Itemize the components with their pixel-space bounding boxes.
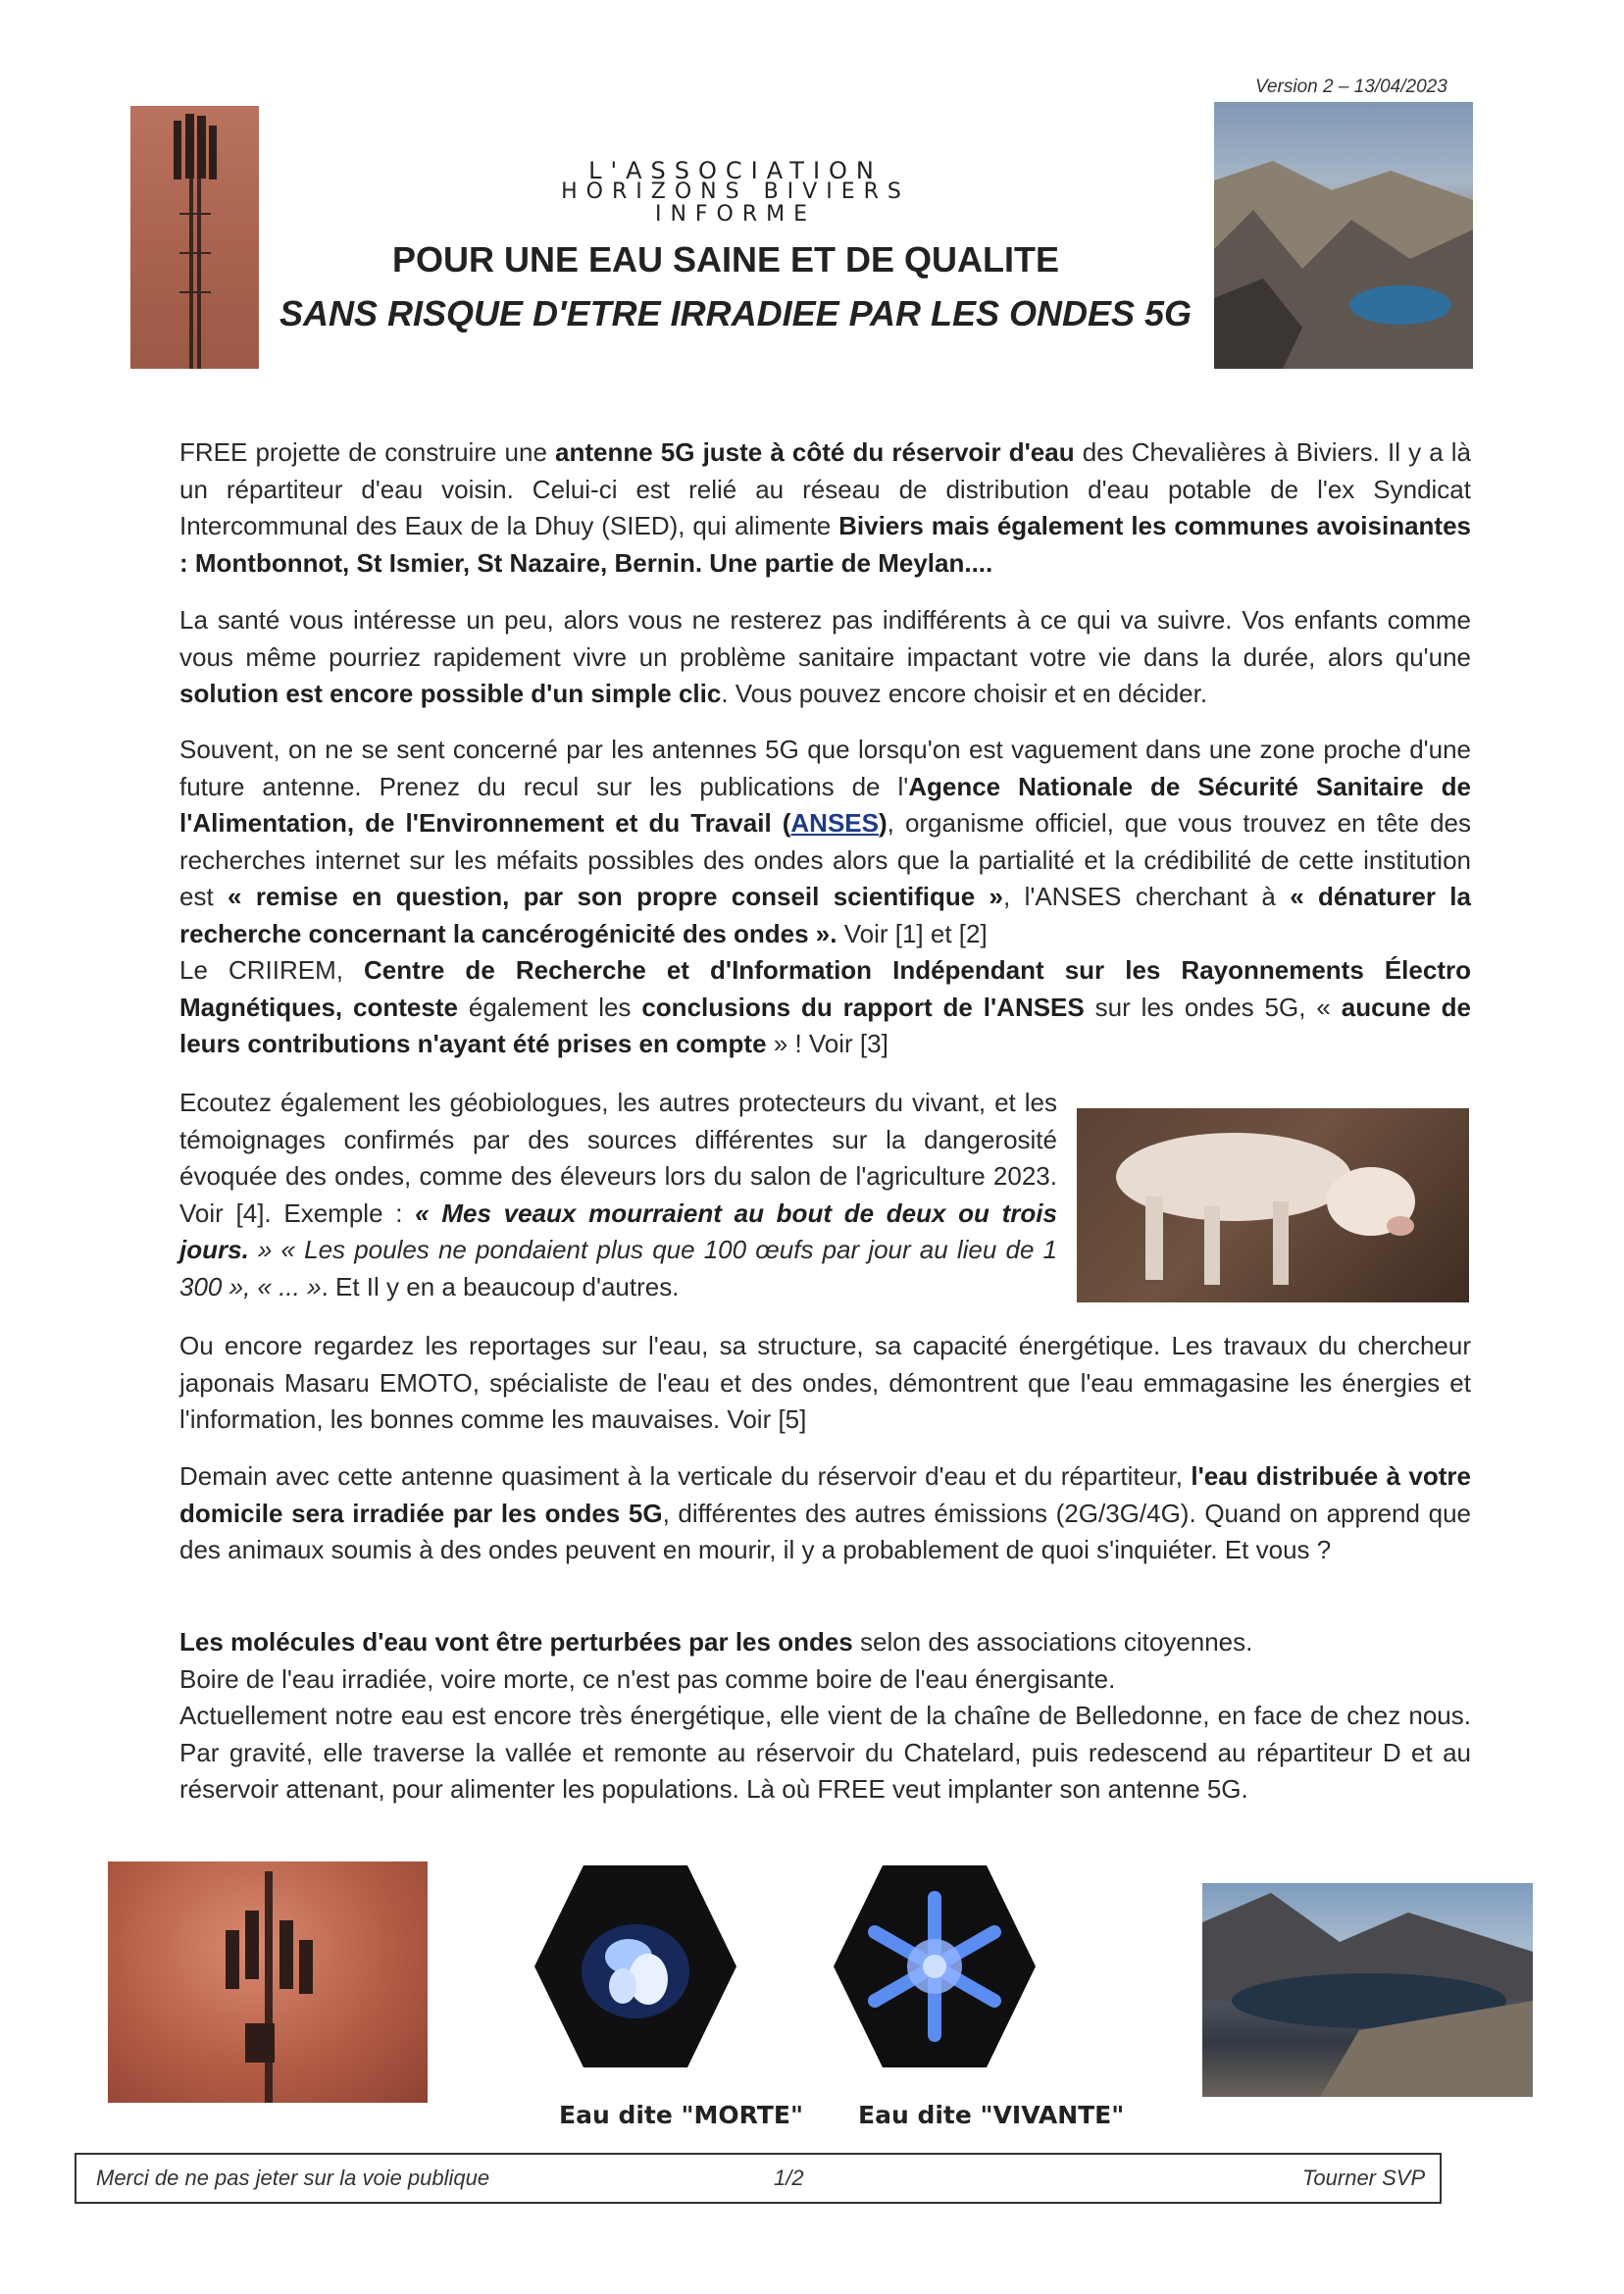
- antenna-photo-bottom: [108, 1861, 428, 2103]
- paragraph-water-molecules: Les molécules d'eau vont être perturbées par les ondes selon des associations citoyennes. Boire de l'eau irradiée, voire morte, ce n'est pas comme boire de l'eau énergisante. Actuellement notre eau est encore très énergétique, elle vient de la chaîne de Belledonne, en face de chez nous. Par gravité, elle traverse la vallée et remonte au réservoir du Chatelard, puis redescend au répartiteur D et au réservoir attenant, pour alimenter les populations. Là où FREE veut implanter son antenne 5G.: [179, 1627, 1471, 1804]
- living-water-crystal-image: [832, 1863, 1038, 2069]
- antenna-photo-top: [130, 106, 259, 369]
- calf-photo: [1077, 1108, 1469, 1302]
- page-title: POUR UNE EAU SAINE ET DE QUALITE: [391, 239, 1060, 280]
- dead-water-crystal-image: [533, 1863, 738, 2069]
- paragraph-intro: FREE projette de construire une antenne 5G juste à côté du réservoir d'eau des Chevalières à Biviers. Il y a là un répartiteur d'eau voisin. Celui-ci est relié au réseau de distribution d'eau potable de l'ex Syndicat Intercommunal des Eaux de la Dhuy (SIED), qui alimente Biviers mais également les communes avoisinantes : Montbonnot, St Ismier, St Nazaire, Bernin. Une partie de Meylan....: [179, 437, 1472, 578]
- association-name-line1: L'ASSOCIATION: [588, 157, 883, 184]
- paragraph-emoto: Ou encore regardez les reportages sur l'eau, sa structure, sa capacité énergétique. Les travaux du chercheur japonais Masaru EMOTO, spécialiste de l'eau et des ondes, démontrent que l'eau emmagasine les énergies et l'information, les bonnes comme les mauvaises. Voir [5]: [179, 1331, 1471, 1434]
- version-label: Version 2 – 13/04/2023: [1255, 76, 1447, 97]
- paragraph-testimonies: Ecoutez également les géobiologues, les autres protecteurs du vivant, et les témoignages confirmés par des sources différentes sur la dangerosité évoquée des ondes, comme des éleveurs lors du salon de l'agriculture 2023. Voir [4]. Exemple : « Mes veaux mourraient au bout de deux ou trois jours. » « Les poules ne pondaient plus que 100 œufs par jour au lieu de 1 300 », « ... ». Et Il y en a beaucoup d'autres.: [179, 1088, 1057, 1301]
- lake-photo-bottom: [1202, 1883, 1533, 2097]
- association-name-line2: HORIZONS BIVIERS: [561, 179, 910, 204]
- mountain-lake-photo-top: [1214, 102, 1473, 369]
- dead-water-caption: Eau dite "MORTE": [559, 2101, 803, 2129]
- association-name-line3: INFORME: [654, 202, 817, 227]
- footer-box: [75, 2153, 1442, 2204]
- page-number: 1/2: [774, 2166, 804, 2190]
- paragraph-irradiated-water: Demain avec cette antenne quasiment à la verticale du réservoir d'eau et du répartiteur, l'eau distribuée à votre domicile sera irradiée par les ondes 5G, différentes des autres émissions (2G/3G/4G). Quand on apprend que des animaux soumis à des ondes peuvent en mourir, il y a probablement de quoi s'inquiéter. Et vous ?: [179, 1461, 1471, 1564]
- anses-link[interactable]: ANSES: [790, 808, 879, 838]
- paragraph-health: La santé vous intéresse un peu, alors vous ne resterez pas indifférents à ce qui va suivre. Vos enfants comme vous même pourriez rapidement vivre un problème sanitaire impactant votre vie dans la durée, alors qu'une solution est encore possible d'un simple clic. Vous pouvez encore choisir et en décider.: [179, 605, 1471, 708]
- paragraph-anses: Souvent, on ne se sent concerné par les antennes 5G que lorsqu'on est vaguement dans une zone proche d'une future antenne. Prenez du recul sur les publications de l'Agence Nationale de Sécurité Sanitaire de l'Alimentation, de l'Environnement et du Travail (ANSES), organisme officiel, que vous trouvez en tête des recherches internet sur les méfaits possibles des ondes alors que la partialité et la crédibilité de cette institution est « remise en question, par son propre conseil scientifique », l'ANSES cherchant à « dénaturer la recherche concernant la cancérogénicité des ondes ». Voir [1] et [2] Le CRIIREM, Centre de Recherche et d'Information Indépendant sur les Rayonnements Électro Magnétiques, conteste également les conclusions du rapport de l'ANSES sur les ondes 5G, « aucune de leurs contributions n'ayant été prises en compte » ! Voir [3]: [179, 735, 1472, 1058]
- living-water-caption: Eau dite "VIVANTE": [858, 2101, 1125, 2129]
- footer-note: Merci de ne pas jeter sur la voie publique: [96, 2166, 490, 2190]
- page-subtitle: SANS RISQUE D'ETRE IRRADIEE PAR LES ONDES 5G: [279, 293, 1193, 333]
- turn-over-note: Tourner SVP: [1302, 2166, 1426, 2190]
